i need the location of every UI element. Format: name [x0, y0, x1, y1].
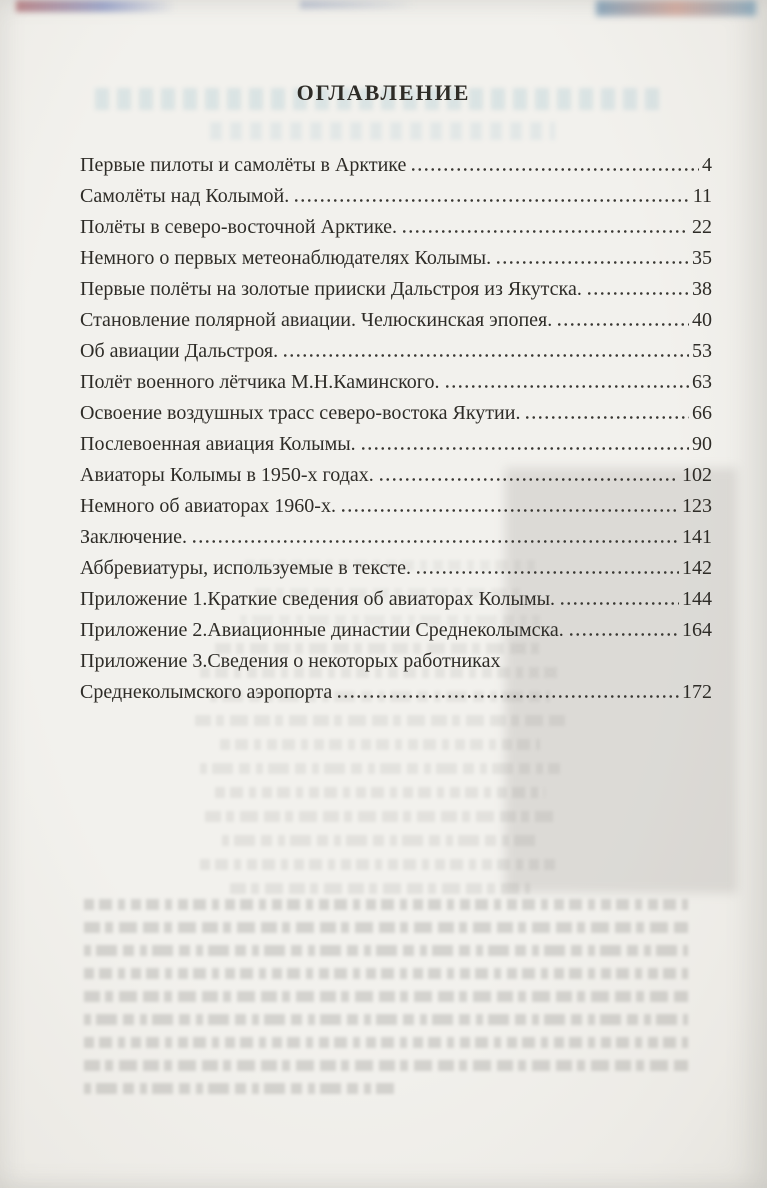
- dot-leader: [524, 416, 689, 419]
- bleed-through-text-line: [205, 811, 555, 822]
- toc-entry: [80, 212, 712, 243]
- toc-entry: [80, 336, 712, 367]
- dot-leader: [559, 602, 679, 605]
- bleed-through-text-line: [220, 739, 540, 750]
- toc-entry: [80, 367, 712, 398]
- toc-entry-label: Первые пилоты и самолёты в Арктике: [80, 154, 407, 176]
- toc-entry: [80, 305, 712, 336]
- toc-entry: [80, 181, 712, 212]
- toc-page-number: 22: [692, 216, 712, 238]
- bleed-through-text-line: [84, 922, 688, 933]
- toc-entry-label: Авиаторы Колымы в 1950-х годах.: [80, 464, 374, 486]
- toc-page-number: 123: [682, 495, 712, 517]
- dot-leader: [556, 323, 689, 326]
- toc-page-number: 141: [682, 526, 712, 548]
- toc-entry-label: Полёты в северо-восточной Арктике.: [80, 216, 398, 238]
- page-title: ОГЛАВЛЕНИЕ: [296, 80, 471, 105]
- toc-page-number: 38: [692, 278, 712, 300]
- toc-entry: [80, 274, 712, 305]
- toc-entry-label: Послевоенная авиация Колымы.: [80, 433, 356, 455]
- bleed-through-text-line: [84, 1083, 394, 1094]
- bleed-through-text-line: [230, 883, 530, 894]
- toc-entry: [80, 460, 712, 491]
- toc-entry: [80, 429, 712, 460]
- toc-entry-label: Самолёты над Колымой.: [80, 185, 290, 207]
- bleed-through-text-line: [84, 945, 688, 956]
- dot-leader: [568, 633, 679, 636]
- bleed-through-text-line: [84, 991, 688, 1002]
- toc-entry: [80, 243, 712, 274]
- toc-page-number: 11: [692, 185, 712, 207]
- toc-entry-label: Об авиации Дальстроя.: [80, 340, 279, 362]
- toc-page-number: 90: [692, 433, 712, 455]
- toc-entry-label: Первые полёты на золотые прииски Дальстроя из Якутска.: [80, 278, 582, 300]
- toc-page-number: 144: [682, 588, 712, 610]
- toc-entry-label: Полёт военного лётчика М.Н.Каминского.: [80, 371, 440, 393]
- dot-leader: [586, 292, 689, 295]
- dot-leader: [495, 261, 689, 264]
- bleed-through-heading: [210, 122, 555, 140]
- dot-leader: [378, 478, 679, 481]
- bleed-through-text-line: [84, 968, 688, 979]
- toc-page-number: 142: [682, 557, 712, 579]
- toc-list: [80, 150, 712, 708]
- toc-entry-label: Заключение.: [80, 526, 187, 548]
- toc-page-number: 63: [692, 371, 712, 393]
- scan-artifact-top-mid: [300, 0, 430, 9]
- dot-leader: [191, 540, 679, 543]
- toc-entry-label: Приложение 3.Сведения о некоторых работниках: [80, 650, 501, 672]
- dot-leader: [360, 447, 689, 450]
- toc-entry: [80, 491, 712, 522]
- bleed-through-text-line: [84, 1014, 688, 1025]
- toc-entry: [80, 584, 712, 615]
- bleed-through-text-line: [200, 763, 560, 774]
- dot-leader: [410, 168, 699, 171]
- bleed-through-text-line: [195, 715, 565, 726]
- scan-artifact-top-right: [596, 0, 756, 16]
- toc-entry-label: Становление полярной авиации. Челюскинская эпопея.: [80, 309, 553, 331]
- toc-entry: [80, 553, 712, 584]
- bleed-through-text-line: [84, 899, 688, 910]
- toc-page-number: 172: [682, 681, 712, 703]
- toc-page-number: 53: [692, 340, 712, 362]
- bleed-through-text-line: [222, 835, 537, 846]
- bleed-through-text-line: [215, 787, 545, 798]
- bleed-through-text-line: [84, 1060, 688, 1071]
- toc-entry-label: Немного о первых метеонаблюдателях Колымы.: [80, 247, 492, 269]
- toc-page-number: 4: [702, 154, 712, 176]
- toc-page-number: 164: [682, 619, 712, 641]
- toc-entry-label: Приложение 1.Краткие сведения об авиаторах Колымы.: [80, 588, 556, 610]
- toc-entry-label: Среднеколымского аэропорта: [80, 681, 333, 703]
- bleed-through-text-line: [84, 1037, 688, 1048]
- dot-leader: [282, 354, 689, 357]
- dot-leader: [293, 199, 689, 202]
- dot-leader: [415, 571, 679, 574]
- scan-artifact-top-left: [16, 0, 176, 12]
- bleed-through-text-line: [200, 859, 555, 870]
- toc-entry-label: Немного об авиаторах 1960-х.: [80, 495, 336, 517]
- toc-entry: [80, 150, 712, 181]
- toc-page-number: 66: [692, 402, 712, 424]
- toc-entry: [80, 522, 712, 553]
- toc-entry-label: Освоение воздушных трасс северо-востока Якутии.: [80, 402, 521, 424]
- toc-page-number: 40: [692, 309, 712, 331]
- dot-leader: [340, 509, 679, 512]
- toc-entry: [80, 677, 712, 708]
- toc-entry-label: Приложение 2.Авиационные династии Среднеколымска.: [80, 619, 564, 641]
- toc-entry: [80, 615, 712, 646]
- toc-page-number: 35: [692, 247, 712, 269]
- toc-entry: [80, 398, 712, 429]
- toc-entry-label: Аббревиатуры, используемые в тексте.: [80, 557, 412, 579]
- dot-leader: [444, 385, 690, 388]
- dot-leader: [401, 230, 689, 233]
- dot-leader: [336, 695, 679, 698]
- toc-page-number: 102: [682, 464, 712, 486]
